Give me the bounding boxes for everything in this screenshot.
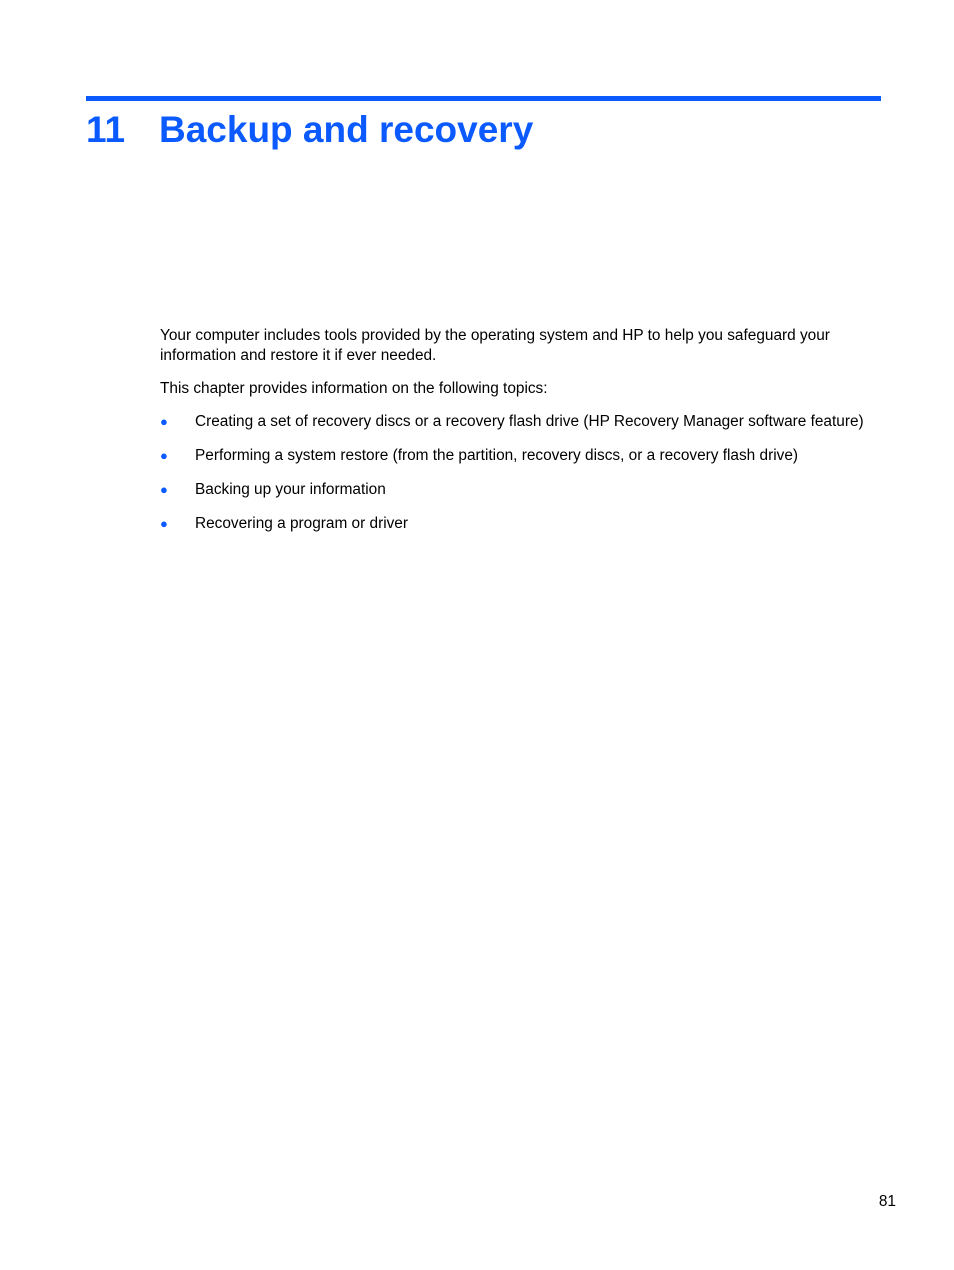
list-item	[160, 446, 875, 466]
list-item	[160, 480, 875, 500]
chapter-body	[160, 326, 875, 548]
list-item-text: Recovering a program or driver	[195, 515, 408, 532]
list-item	[160, 412, 875, 432]
list-item	[160, 514, 875, 534]
intro-paragraph: Your computer includes tools provided by the operating system and HP to help you safeguard your information and restore it if ever needed.	[160, 327, 830, 364]
list-item-text: Performing a system restore (from the partition, recovery discs, or a recovery flash drive)	[195, 447, 799, 464]
bullet-icon: ●	[160, 516, 168, 531]
chapter-number: 11	[86, 109, 126, 150]
list-item-text: Backing up your information	[195, 481, 386, 498]
chapter-rule	[86, 96, 881, 101]
bullet-icon: ●	[160, 482, 168, 497]
bullet-icon: ●	[160, 448, 168, 463]
list-item-text: Creating a set of recovery discs or a recovery flash drive (HP Recovery Manager software feature)	[195, 413, 864, 430]
topics-lead-paragraph: This chapter provides information on the following topics:	[160, 380, 548, 397]
page-number: 81	[878, 1193, 896, 1210]
chapter-title: Backup and recovery	[159, 109, 534, 150]
chapter-heading	[86, 108, 533, 152]
bullet-icon: ●	[160, 414, 168, 429]
topics-list	[160, 412, 875, 534]
